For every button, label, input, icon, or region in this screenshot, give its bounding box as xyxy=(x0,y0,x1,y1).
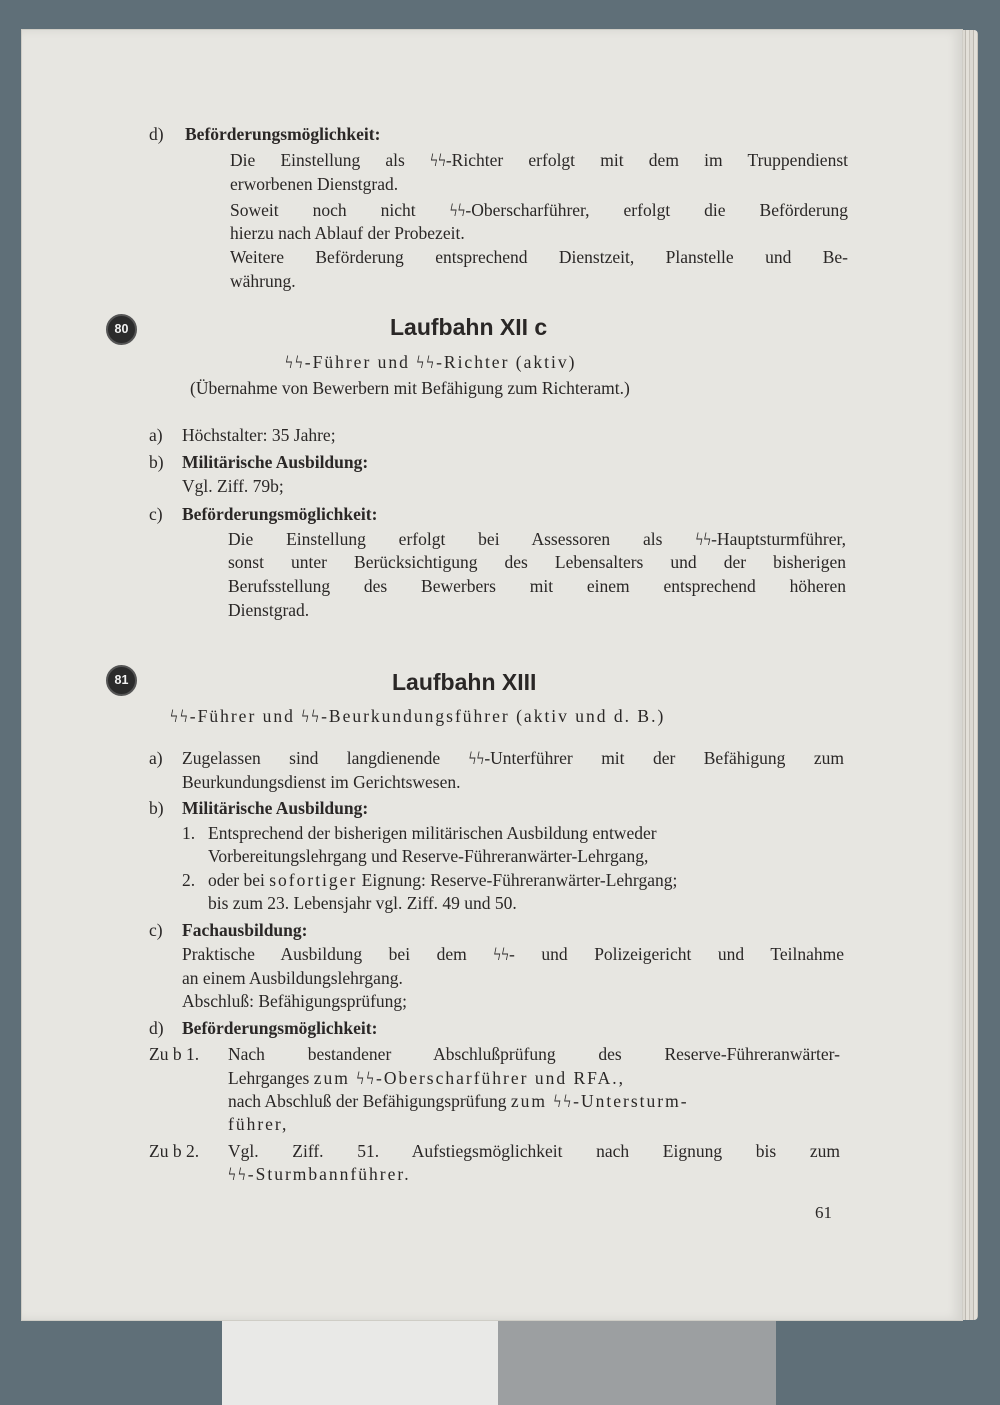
d-line-4: hierzu nach Ablauf der Probezeit. xyxy=(230,223,465,243)
d-line-6: währung. xyxy=(230,271,296,291)
d-line-5: Weitere Beförderung entsprechend Dienstzeit, Planstelle und Be- xyxy=(230,247,848,267)
s80-c-line-1: Die Einstellung erfolgt bei Assessoren als ϟϟ-Hauptsturmführer, xyxy=(228,529,846,549)
s81-c-title: Fachausbildung: xyxy=(182,920,308,940)
s80-c-line-4: Dienstgrad. xyxy=(228,600,310,620)
s81-zub1-line-3a: nach Abschluß der Befähigungsprüfung xyxy=(228,1091,511,1111)
section-80-subtitle: ϟϟ-Führer und ϟϟ-Richter (aktiv) xyxy=(285,352,577,372)
s81-b1-line-1: Entsprechend der bisherigen militärischen Ausbildung entweder xyxy=(208,823,657,843)
s80-c-label: c) xyxy=(149,504,163,524)
d-title: Beförderungsmöglichkeit: xyxy=(185,124,381,144)
page-number: 61 xyxy=(815,1203,832,1222)
s81-zub1-line-3b: zum ϟϟ-Untersturm- xyxy=(510,1091,689,1111)
s81-zub1-line-1: Nach bestandener Abschlußprüfung des Reserve-Führeranwärter- xyxy=(228,1044,840,1064)
s81-zub1-line-4: führer, xyxy=(228,1114,289,1134)
s80-a-label: a) xyxy=(149,425,163,445)
s80-c-title: Beförderungsmöglichkeit: xyxy=(182,504,378,524)
s81-a-line-1: Zugelassen sind langdienende ϟϟ-Unterführer mit der Befähigung zum xyxy=(182,748,844,768)
s81-zub1-line-2 xyxy=(228,1067,625,1089)
s81-b-label: b) xyxy=(149,798,164,818)
d-line-2: erworbenen Dienstgrad. xyxy=(230,174,399,194)
section-81-subtitle: ϟϟ-Führer und ϟϟ-Beurkundungsführer (aktiv und d. B.) xyxy=(170,706,666,726)
s81-zub2-line-2: ϟϟ-Sturmbannführer. xyxy=(228,1164,411,1184)
s80-c-line-2: sonst unter Berücksichtigung des Lebensalters und der bisherigen xyxy=(228,552,846,572)
section-80-marker: 80 xyxy=(106,314,137,345)
s81-zub1-line-2b: zum ϟϟ-Oberscharführer und RFA., xyxy=(313,1068,625,1088)
s80-b-text: Vgl. Ziff. 79b; xyxy=(182,476,284,496)
s81-c-line-3: Abschluß: Befähigungsprüfung; xyxy=(182,991,408,1011)
d-line-1: Die Einstellung als ϟϟ-Richter erfolgt mit dem im Truppendienst xyxy=(230,150,848,170)
s81-c-line-2: an einem Ausbildungslehrgang. xyxy=(182,968,403,988)
section-80-title: Laufbahn XII c xyxy=(390,314,548,340)
s81-b1-line-2: Vorbereitungslehrgang und Reserve-Führeranwärter-Lehrgang, xyxy=(208,846,649,866)
section-80-note: (Übernahme von Bewerbern mit Befähigung zum Richteramt.) xyxy=(190,378,630,398)
bottom-paper-strip xyxy=(222,1305,498,1405)
s81-b2-line-2: bis zum 23. Lebensjahr vgl. Ziff. 49 und 50. xyxy=(208,893,517,913)
s81-c-line-1: Praktische Ausbildung bei dem ϟϟ- und Polizeigericht und Teilnahme xyxy=(182,944,844,964)
s81-a-label: a) xyxy=(149,748,163,768)
section-81-marker: 81 xyxy=(106,665,137,696)
s81-b1-number: 1. xyxy=(182,823,196,843)
s81-a-line-2: Beurkundungsdienst im Gerichtswesen. xyxy=(182,772,461,792)
s81-b2-line-1a: oder bei xyxy=(208,870,270,890)
s80-b-title: Militärische Ausbildung: xyxy=(182,452,369,472)
s80-b-label: b) xyxy=(149,452,164,472)
d-line-3: Soweit noch nicht ϟϟ-Oberscharführer, erfolgt die Beförderung xyxy=(230,200,848,220)
s81-zub1-label: Zu b 1. xyxy=(149,1044,200,1064)
s81-d-label: d) xyxy=(149,1018,164,1038)
book-page xyxy=(22,30,962,1320)
s81-b-title: Militärische Ausbildung: xyxy=(182,798,369,818)
s80-c-line-3: Berufsstellung des Bewerbers mit einem entsprechend höheren xyxy=(228,576,846,596)
s81-b2-line-1b: sofortiger xyxy=(269,870,358,890)
s81-b2-line-1c: Eignung: Reserve-Führeranwärter-Lehrgang; xyxy=(357,870,678,890)
s81-b2-number: 2. xyxy=(182,870,196,890)
s81-d-title: Beförderungsmöglichkeit: xyxy=(182,1018,378,1038)
bottom-gray-strip xyxy=(498,1305,776,1405)
section-81-title: Laufbahn XIII xyxy=(392,669,537,695)
s81-zub2-label: Zu b 2. xyxy=(149,1141,200,1161)
s81-zub1-line-3 xyxy=(228,1090,689,1112)
s81-c-label: c) xyxy=(149,920,163,940)
s81-b2-line-1 xyxy=(208,869,677,891)
s81-zub1-line-2a: Lehrganges xyxy=(228,1068,314,1088)
s80-a-text: Höchstalter: 35 Jahre; xyxy=(182,425,336,445)
s81-zub2-line-1: Vgl. Ziff. 51. Aufstiegsmöglichkeit nach Eignung bis zum xyxy=(228,1141,840,1161)
d-label: d) xyxy=(149,124,164,144)
